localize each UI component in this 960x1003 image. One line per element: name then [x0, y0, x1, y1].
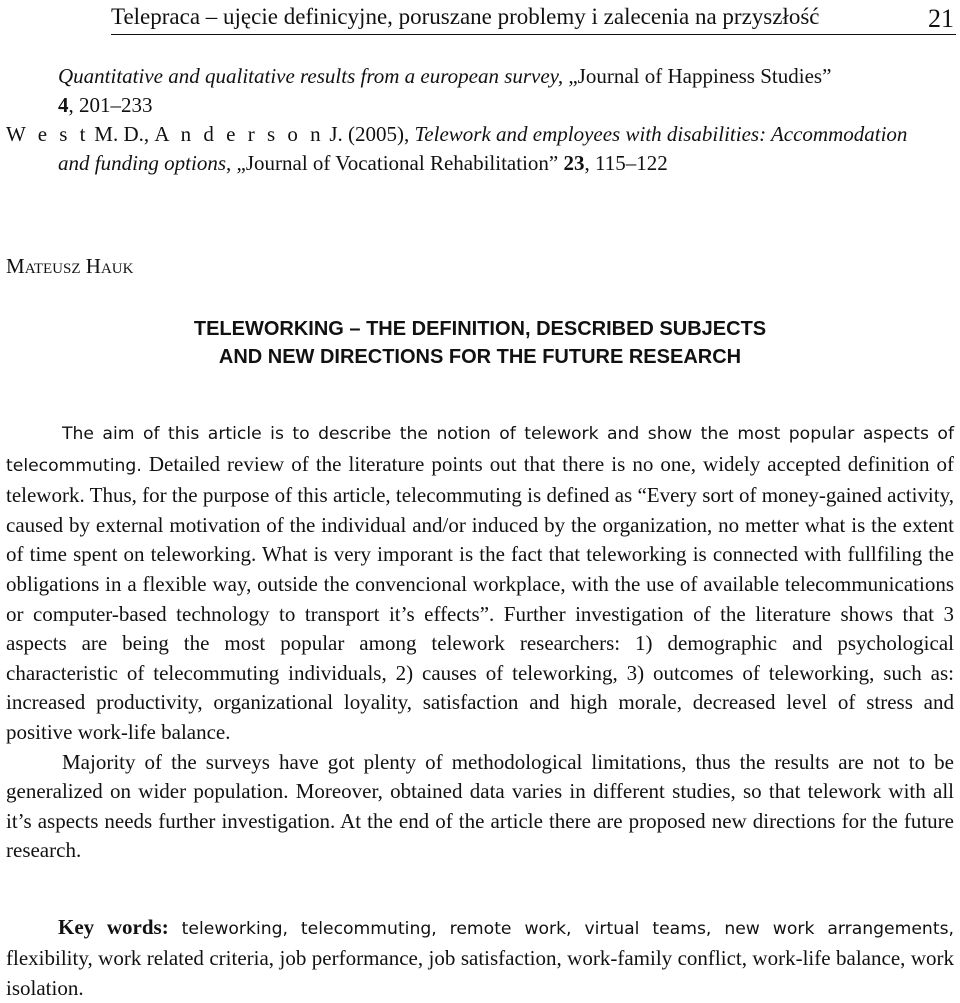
running-title: Telepraca – ujęcie definicyjne, poruszane problemy i zalecenia na przyszłość [111, 4, 820, 29]
reference-entry [6, 120, 954, 178]
keywords-list: teleworking, telecommuting, remote work, virtual teams, new work arrangements, [168, 919, 954, 939]
reference-continuation [6, 149, 668, 178]
abstract [6, 418, 954, 866]
reference-pages: , 201–233 [68, 93, 153, 117]
reference-entry [6, 62, 954, 120]
running-header [111, 4, 956, 35]
reference-author-initials: M. D., [89, 122, 155, 146]
reference-volume: 23 [563, 151, 585, 175]
abstract-body: Detailed review of the literature points out that there is no one, widely accepted definition of telework. Thus, for the purpose of this article, telecommuting is defined as “Every sort of money-gained activity, caused by external motivation of the individual and/or induced by the organization, no metter what is the extent of time spent on teleworking. What is very imporant is the fact that teleworking is connected with fullfiling the obligations in a flexible way, outside the convencional workplace, with the use of available telecommunications or computer-based technology to transport it’s effects”. Further investigation of the literature shows that 3 aspects are being the most popular among telework researchers: 1) demographic and psychological characteristic of telecommuting individuals, 2) causes of teleworking, 3) outcomes of teleworking, such as: increased productivity, organizational loyality, satisfaction and high morale, decreased level of stress and positive work-life balance. [6, 451, 954, 744]
reference-title-cont: and funding options [58, 151, 227, 175]
keywords-list-rest: flexibility, work related criteria, job performance, job satisfaction, work-family conflict, work-life balance, work isolation. [6, 946, 954, 1000]
article-title [6, 315, 954, 371]
abstract-paragraph [6, 418, 954, 748]
reference-journal-close: ” [822, 64, 832, 88]
keywords [6, 913, 954, 1003]
article-title-line: TELEWORKING – THE DEFINITION, DESCRIBED SUBJECTS [193, 318, 767, 340]
author-name [6, 254, 133, 279]
author-first-rest: ATEUSZ [24, 261, 81, 277]
reference-year: J. (2005), [324, 122, 415, 146]
reference-volume: 4 [58, 93, 69, 117]
author-last-rest: AUK [100, 261, 134, 277]
reference-author: A n d e r s o n [154, 122, 325, 146]
abstract-paragraph: Majority of the surveys have got plenty of methodological limitations, thus the results are not to be generalized on wider population. Moreover, obtained data varies in different studies, so that telework with all it’s aspects needs further investigation. At the end of the article there are proposed new directions for the future research. [6, 749, 954, 863]
reference-journal: , „Journal of Vocational Rehabilitation” [226, 151, 559, 175]
reference-title: Telework and employees with disabilities: Accommodation [414, 122, 908, 146]
article-title-line: AND NEW DIRECTIONS FOR THE FUTURE RESEARCH [218, 346, 742, 368]
reference-title: Quantitative and qualitative results from a european survey, [58, 64, 564, 88]
abstract-lead: The aim of this article is to describe the notion of telework and show the most popular aspects of telecommuting. [6, 424, 954, 476]
page-number: 21 [928, 4, 954, 33]
keywords-label: Key words: [58, 915, 169, 939]
author-last-initial: H [85, 254, 101, 278]
reference-author: W e s t [6, 122, 90, 146]
author-first-initial: M [6, 254, 25, 278]
reference-journal: „Journal of Happiness Studies [563, 64, 823, 88]
references-section [6, 62, 954, 178]
reference-pages: , 115–122 [584, 151, 668, 175]
